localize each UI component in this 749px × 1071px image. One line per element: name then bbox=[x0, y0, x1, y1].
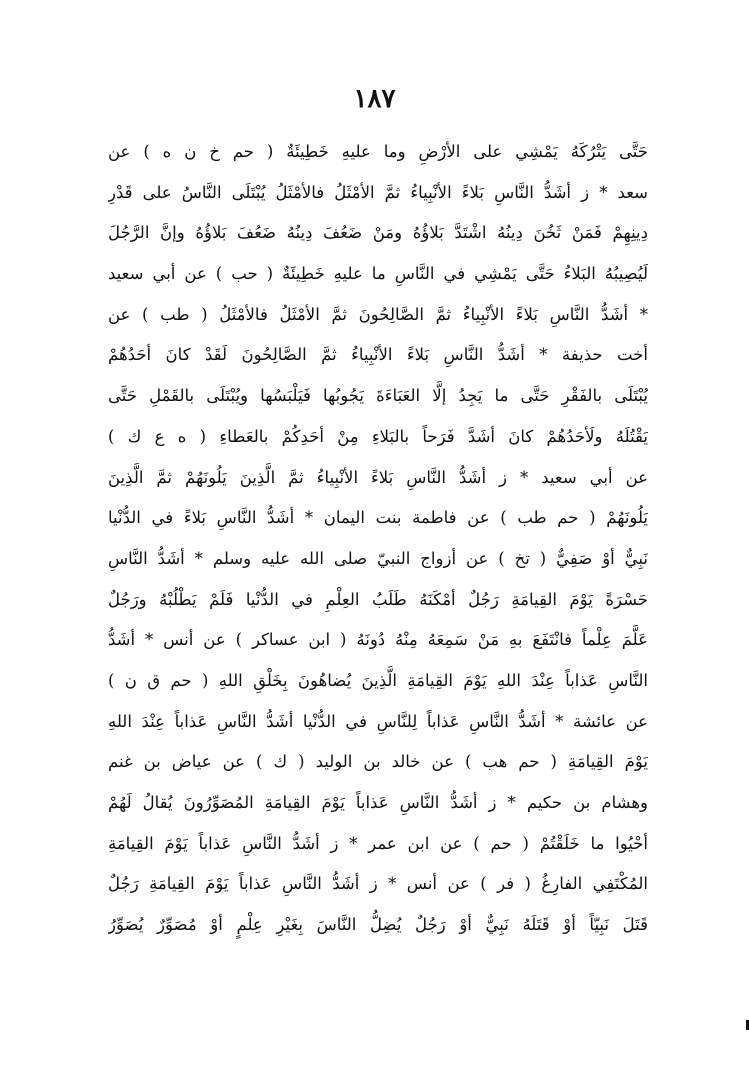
text-line: دِينِهِمْ فَمَنْ ثَخُنَ دِينُهُ اشْتَدَّ بَلاؤُهُ ومَنْ ضَعُفَ دِينُهُ ضَعُفَ بَلاؤُهُ وإنَّ الرَّجُلَ bbox=[108, 223, 648, 243]
text-line: أخت حذيفة * أشَدُّ النَّاسِ بَلاءً الأنْبِياءُ ثمَّ الصَّالِحُونَ لَقَدْ كانَ أحَدُهُمْ bbox=[108, 345, 648, 365]
text-line: * أشَدُّ النَّاسِ بَلاءً الأنْبِياءُ ثمَّ الصَّالِحُونَ ثمَّ الأمْثَلُ فالأمْثَلُ ( طب ) عن bbox=[108, 304, 648, 324]
text-body bbox=[108, 132, 648, 946]
text-line: يَلُونَهُمْ ( حم طب ) عن فاطمة بنت اليمان * أشَدُّ النَّاسِ بَلاءً في الدُّنْيا bbox=[108, 508, 648, 528]
text-line: يَقْتُلَهُ ولَأحَدُهُمْ كانَ أشَدَّ فَرَحاً بالبَلاءِ مِنْ أحَدِكُمْ بالعَطاءِ ( ه ع ك ) bbox=[108, 426, 648, 446]
text-line: عن عائشة * أشَدُّ النَّاسِ عَذاباً لِلنَّاسِ في الدُّنْيا أشَدُّ النَّاسِ عَذاباً عِنْدَ اللهِ bbox=[108, 711, 648, 731]
page-number: ١٨٧ bbox=[353, 84, 396, 114]
text-line: عن أبي سعيد * ز أشَدُّ النَّاسِ بَلاءً الأنْبِياءُ ثمَّ الَّذِينَ يَلُونَهُمْ ثمَّ الَّذِينَ bbox=[108, 467, 648, 487]
text-line: يَوْمَ القِيامَةِ ( حم هب ) عن خالد بن الوليد ( ك ) عن عياض بن غنم bbox=[108, 752, 648, 772]
text-line: أحْيُوا ما خَلَقْتُمْ ( حم ) عن ابن عمر * ز أشَدُّ النَّاسِ عَذاباً يَوْمَ القِيامَةِ bbox=[108, 833, 648, 853]
text-line: النَّاسِ عَذاباً عِنْدَ اللهِ يَوْمَ القِيامَةِ الَّذِينَ يُضاهُونَ بِخَلْقِ اللهِ ( حم ق ن ) bbox=[108, 670, 648, 690]
text-line: وهشام بن حكيم * ز أشَدُّ النَّاسِ عَذاباً يَوْمَ القِيامَةِ المُصَوِّرُونَ يُقالُ لَهُمْ bbox=[108, 793, 648, 812]
text-line: قَتَلَ نَبِيّاً أوْ قَتَلَهُ نَبِيٌّ أوْ رَجُلٌ يُضِلُّ النَّاسَ بِغَيْرِ عِلْمٍ أوْ مُصَوِّرٌ يُصَوِّرُ bbox=[108, 915, 648, 935]
text-line: عَلَّمَ عِلْماً فانْتَفَعَ بهِ مَنْ سَمِعَهُ مِنْهُ دُونَهُ ( ابن عساكر ) عن أنس * أشَدُّ bbox=[108, 630, 648, 650]
text-line: حَتَّى يَتْرُكَهُ يَمْشِي على الأرْضِ وما عليهِ خَطِيئَةٌ ( حم خ ن ه ) عن bbox=[108, 142, 648, 161]
text-line: يُبْتَلَى بالفَقْرِ حَتَّى ما يَجِدُ إلَّا العَبَاءَةَ يَجُوبُها فَيَلْبَسُها ويُبْتَلَى بالقَمْلِ حَتَّى bbox=[108, 386, 648, 406]
text-line: سعد * ز أشَدُّ النَّاسِ بَلاءً الأنْبِياءُ ثمَّ الأمْثَلُ فالأمْثَلُ يُبْتَلَى النَّاسُ على قَدْرِ bbox=[108, 182, 648, 202]
text-line: حَسْرَةً يَوْمَ القِيامَةِ رَجُلٌ أمْكَنَهُ طَلَبُ العِلْمِ في الدُّنْيا فَلَمْ يَطْلُبْهُ ورَجُلٌ bbox=[108, 589, 648, 609]
text-line: لَيُصِيبُهُ البَلاءُ حَتَّى يَمْشِي في النَّاسِ ما عليهِ خَطِيئَةٌ ( حب ) عن أبي سعيد bbox=[108, 264, 648, 284]
text-line: المُكْتَفِي الفارِغُ ( فر ) عن أنس * ز أشَدُّ النَّاسِ عَذاباً يَوْمَ القِيامَةِ رَجُلٌ bbox=[108, 874, 648, 894]
text-line: نَبِيٌّ أوْ صَفِيٌّ ( تخ ) عن أزواج النبيّ صلى الله عليه وسلم * أشَدُّ النَّاسِ bbox=[108, 548, 648, 568]
